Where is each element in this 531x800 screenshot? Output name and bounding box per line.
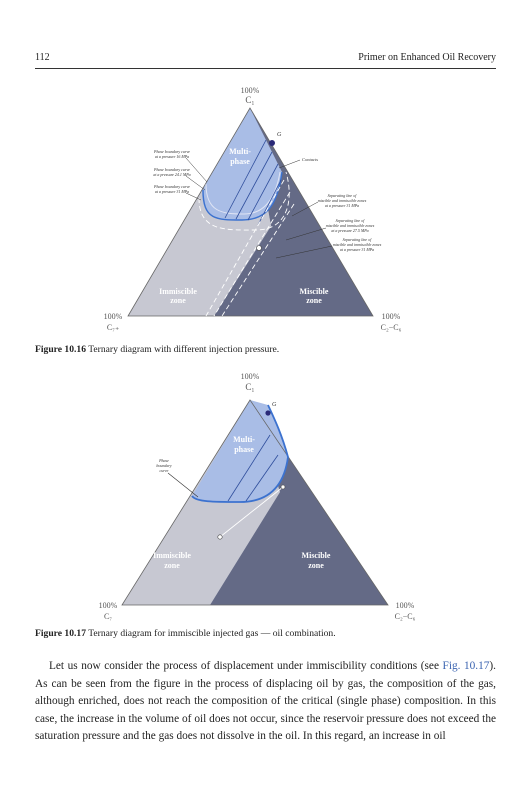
running-title: Primer on Enhanced Oil Recovery xyxy=(358,52,496,63)
svg-text:Phase boundary curve: Phase boundary curve xyxy=(154,184,190,189)
caption-label: Figure 10.16 xyxy=(35,344,86,355)
left-pct: 100% xyxy=(98,601,118,610)
left-label: C₇₊ xyxy=(106,323,120,332)
caption-text: Ternary diagram for immiscible injected gas — oil combination. xyxy=(88,628,336,639)
svg-text:at a pressure 16 MPa: at a pressure 16 MPa xyxy=(154,154,190,159)
page-header xyxy=(35,52,496,66)
svg-text:Phase: Phase xyxy=(159,458,169,463)
svg-text:miscible and immiscible zones: miscible and immiscible zones xyxy=(317,198,367,203)
immiscible-label-1: Immiscible xyxy=(159,287,197,296)
left-label: C₇ xyxy=(103,612,113,621)
point-G-marker xyxy=(265,410,270,415)
caption-text: Ternary diagram with different injection pressure. xyxy=(88,344,280,355)
figure-10-16-caption xyxy=(35,344,496,355)
page-number: 112 xyxy=(35,52,50,63)
multiphase-label-1: Multi- xyxy=(229,147,251,156)
miscible-label-2: zone xyxy=(308,561,324,570)
figure-10-17-caption xyxy=(35,628,496,639)
svg-text:curve: curve xyxy=(159,468,169,473)
phase-boundary-leader xyxy=(168,473,198,497)
multiphase-label-1: Multi- xyxy=(233,435,255,444)
phase-boundary-annotation xyxy=(156,458,172,473)
figure-link[interactable]: Fig. 10.17 xyxy=(442,660,490,672)
svg-text:Phase boundary curve: Phase boundary curve xyxy=(154,167,190,172)
header-rule xyxy=(35,68,496,69)
svg-text:at a pressure 31 MPa: at a pressure 31 MPa xyxy=(154,189,190,194)
svg-text:Separating line of: Separating line of xyxy=(335,218,365,223)
contact-point xyxy=(281,485,285,489)
svg-text:Separating line of: Separating line of xyxy=(342,237,372,242)
miscible-label-1: Miscible xyxy=(301,551,331,560)
left-pct: 100% xyxy=(103,312,123,321)
multiphase-label-2: phase xyxy=(234,445,254,454)
svg-text:at a pressure 27.5 MPa: at a pressure 27.5 MPa xyxy=(331,228,369,233)
right-pct: 100% xyxy=(381,312,401,321)
svg-text:boundary: boundary xyxy=(156,463,172,468)
contacts-label: Contacts xyxy=(302,157,319,162)
apex-pct: 100% xyxy=(240,372,260,381)
right-label: C₂−C₆ xyxy=(380,323,402,332)
right-pct: 100% xyxy=(395,601,415,610)
left-annotations xyxy=(153,149,191,194)
right-label: C₂−C₆ xyxy=(394,612,416,621)
caption-label: Figure 10.17 xyxy=(35,628,86,639)
svg-text:at a pressure 31 MPa: at a pressure 31 MPa xyxy=(324,203,360,208)
svg-text:Separating line of: Separating line of xyxy=(327,193,357,198)
svg-text:miscible and immiscible zones: miscible and immiscible zones xyxy=(325,223,375,228)
immiscible-label-2: zone xyxy=(164,561,180,570)
apex-pct: 100% xyxy=(240,86,260,95)
point-G-label: G xyxy=(277,132,282,138)
body-paragraph xyxy=(35,658,496,746)
miscible-label-2: zone xyxy=(306,296,322,305)
composition-point xyxy=(218,535,222,539)
multiphase-label-2: phase xyxy=(230,157,250,166)
paragraph-text-rest: ). As can be seen from the figure in the process of displacing oil by gas, the composition of the gas, although enriched, does not reach the composition of the critical (single phase) composition. In this case, the increase in the volume of oil does not occur, since the reservoir pressure does not exceed the saturation pressure and the gas does not dissolve in the oil. In this regard, an increase in oil xyxy=(35,660,497,743)
figure-10-16 xyxy=(0,80,531,345)
paragraph-text-start: Let us now consider the process of displacement under immiscibility conditions (see xyxy=(49,660,443,672)
svg-text:miscible and immiscible zones: miscible and immiscible zones xyxy=(332,242,382,247)
svg-text:at a pressure 31 MPa: at a pressure 31 MPa xyxy=(339,247,375,252)
point-G-label: G xyxy=(272,402,277,408)
immiscible-label-2: zone xyxy=(170,296,186,305)
immiscible-label-1: Immiscible xyxy=(153,551,191,560)
svg-text:Phase boundary curve: Phase boundary curve xyxy=(154,149,190,154)
figure-10-17 xyxy=(0,365,531,630)
svg-text:at a pressure 24.1 MPa: at a pressure 24.1 MPa xyxy=(153,172,191,177)
point-G-marker xyxy=(269,140,275,146)
apex-label: C₁ xyxy=(245,382,255,392)
apex-label: C₁ xyxy=(245,95,255,105)
composition-point xyxy=(257,246,262,251)
miscible-label-1: Miscible xyxy=(299,287,329,296)
